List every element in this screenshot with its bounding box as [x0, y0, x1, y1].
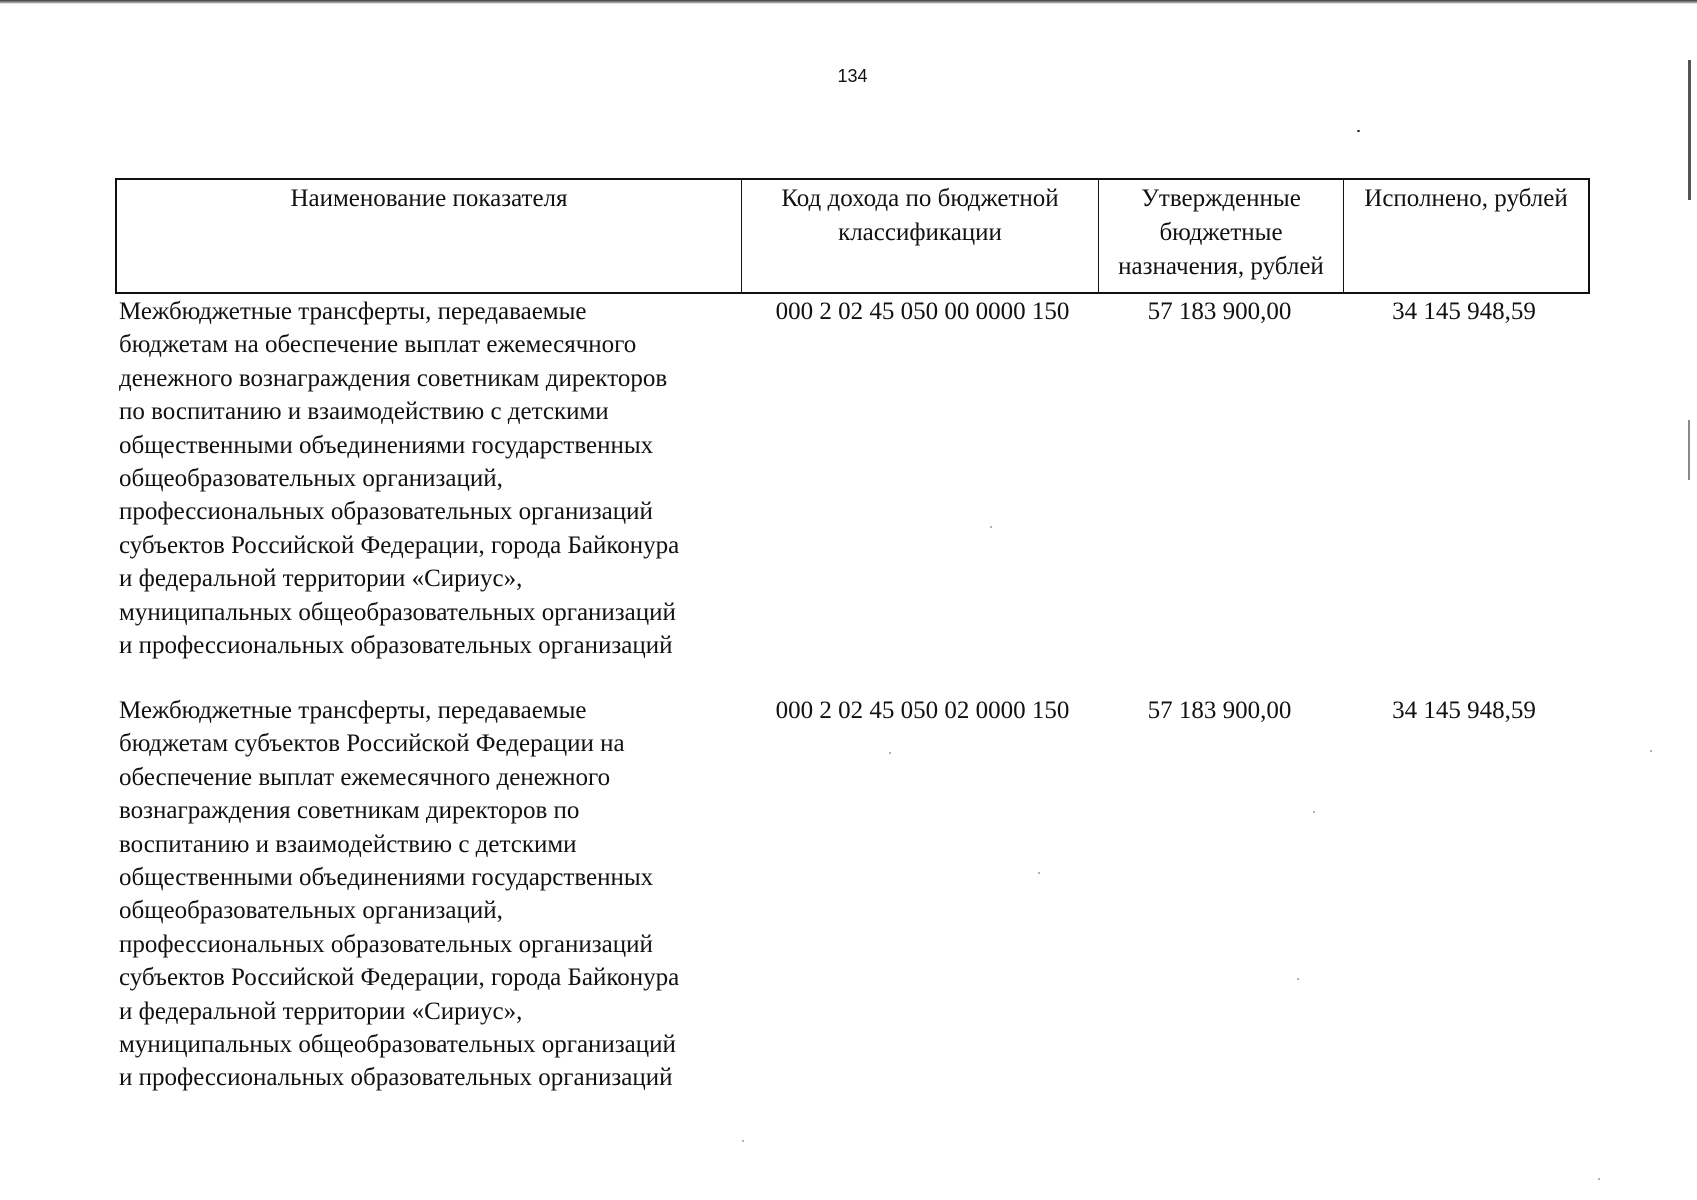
- executed-amount-cell: 34 145 948,59: [1392, 697, 1536, 724]
- scan-speck: [1313, 811, 1315, 813]
- approved-amount-cell: 57 183 900,00: [1147, 298, 1292, 325]
- scan-speck: [742, 1140, 744, 1142]
- header-indicator-name: Наименование показателя: [117, 180, 742, 292]
- table-row: [115, 295, 1590, 662]
- income-code-cell: 000 2 02 45 050 02 0000 150: [775, 697, 1070, 724]
- indicator-name-cell: Межбюджетные трансферты, передаваемые бюджетам субъектов Российской Федерации на обеспечение выплат ежемесячного денежного вознаграждения советникам директоров по воспитанию и взаимодействию с детскими общественными объединениями государственных общеобразовательных организаций, профессиональных образовательных организаций субъектов Российской Федерации, города Байконура и федеральной территории «Сириус», муниципальных общеобразовательных организаций и профессиональных образовательных организаций: [119, 697, 680, 1092]
- scan-right-edge-mark: [1688, 420, 1690, 480]
- executed-amount-cell: 34 145 948,59: [1392, 298, 1536, 325]
- scan-speck: [1357, 130, 1360, 132]
- table-row: [115, 694, 1590, 1095]
- scan-speck: [1297, 978, 1299, 980]
- approved-amount-cell: 57 183 900,00: [1147, 697, 1292, 724]
- page-number: 134: [837, 66, 868, 86]
- header-executed: Исполнено, рублей: [1364, 185, 1568, 212]
- table-header: [115, 178, 1590, 294]
- scan-top-edge: [0, 0, 1697, 4]
- scan-speck: [1650, 750, 1652, 752]
- scan-speck: [1598, 1178, 1600, 1180]
- scan-speck: [990, 526, 992, 528]
- header-approved-budget: Утвержденные бюджетные назначения, рублей: [1099, 180, 1344, 292]
- income-code-cell: 000 2 02 45 050 00 0000 150: [775, 298, 1070, 325]
- indicator-name-cell: Межбюджетные трансферты, передаваемые бюджетам на обеспечение выплат ежемесячного денежного вознаграждения советникам директоров по воспитанию и взаимодействию с детскими общественными объединениями государственных общеобразовательных организаций, профессиональных образовательных организаций субъектов Российской Федерации, города Байконура и федеральной территории «Сириус», муниципальных общеобразовательных организаций и профессиональных образовательных организаций: [119, 298, 680, 660]
- scan-speck: [1038, 872, 1040, 874]
- scan-speck: [889, 752, 891, 754]
- header-income-code: Код дохода по бюджетной классификации: [742, 180, 1099, 292]
